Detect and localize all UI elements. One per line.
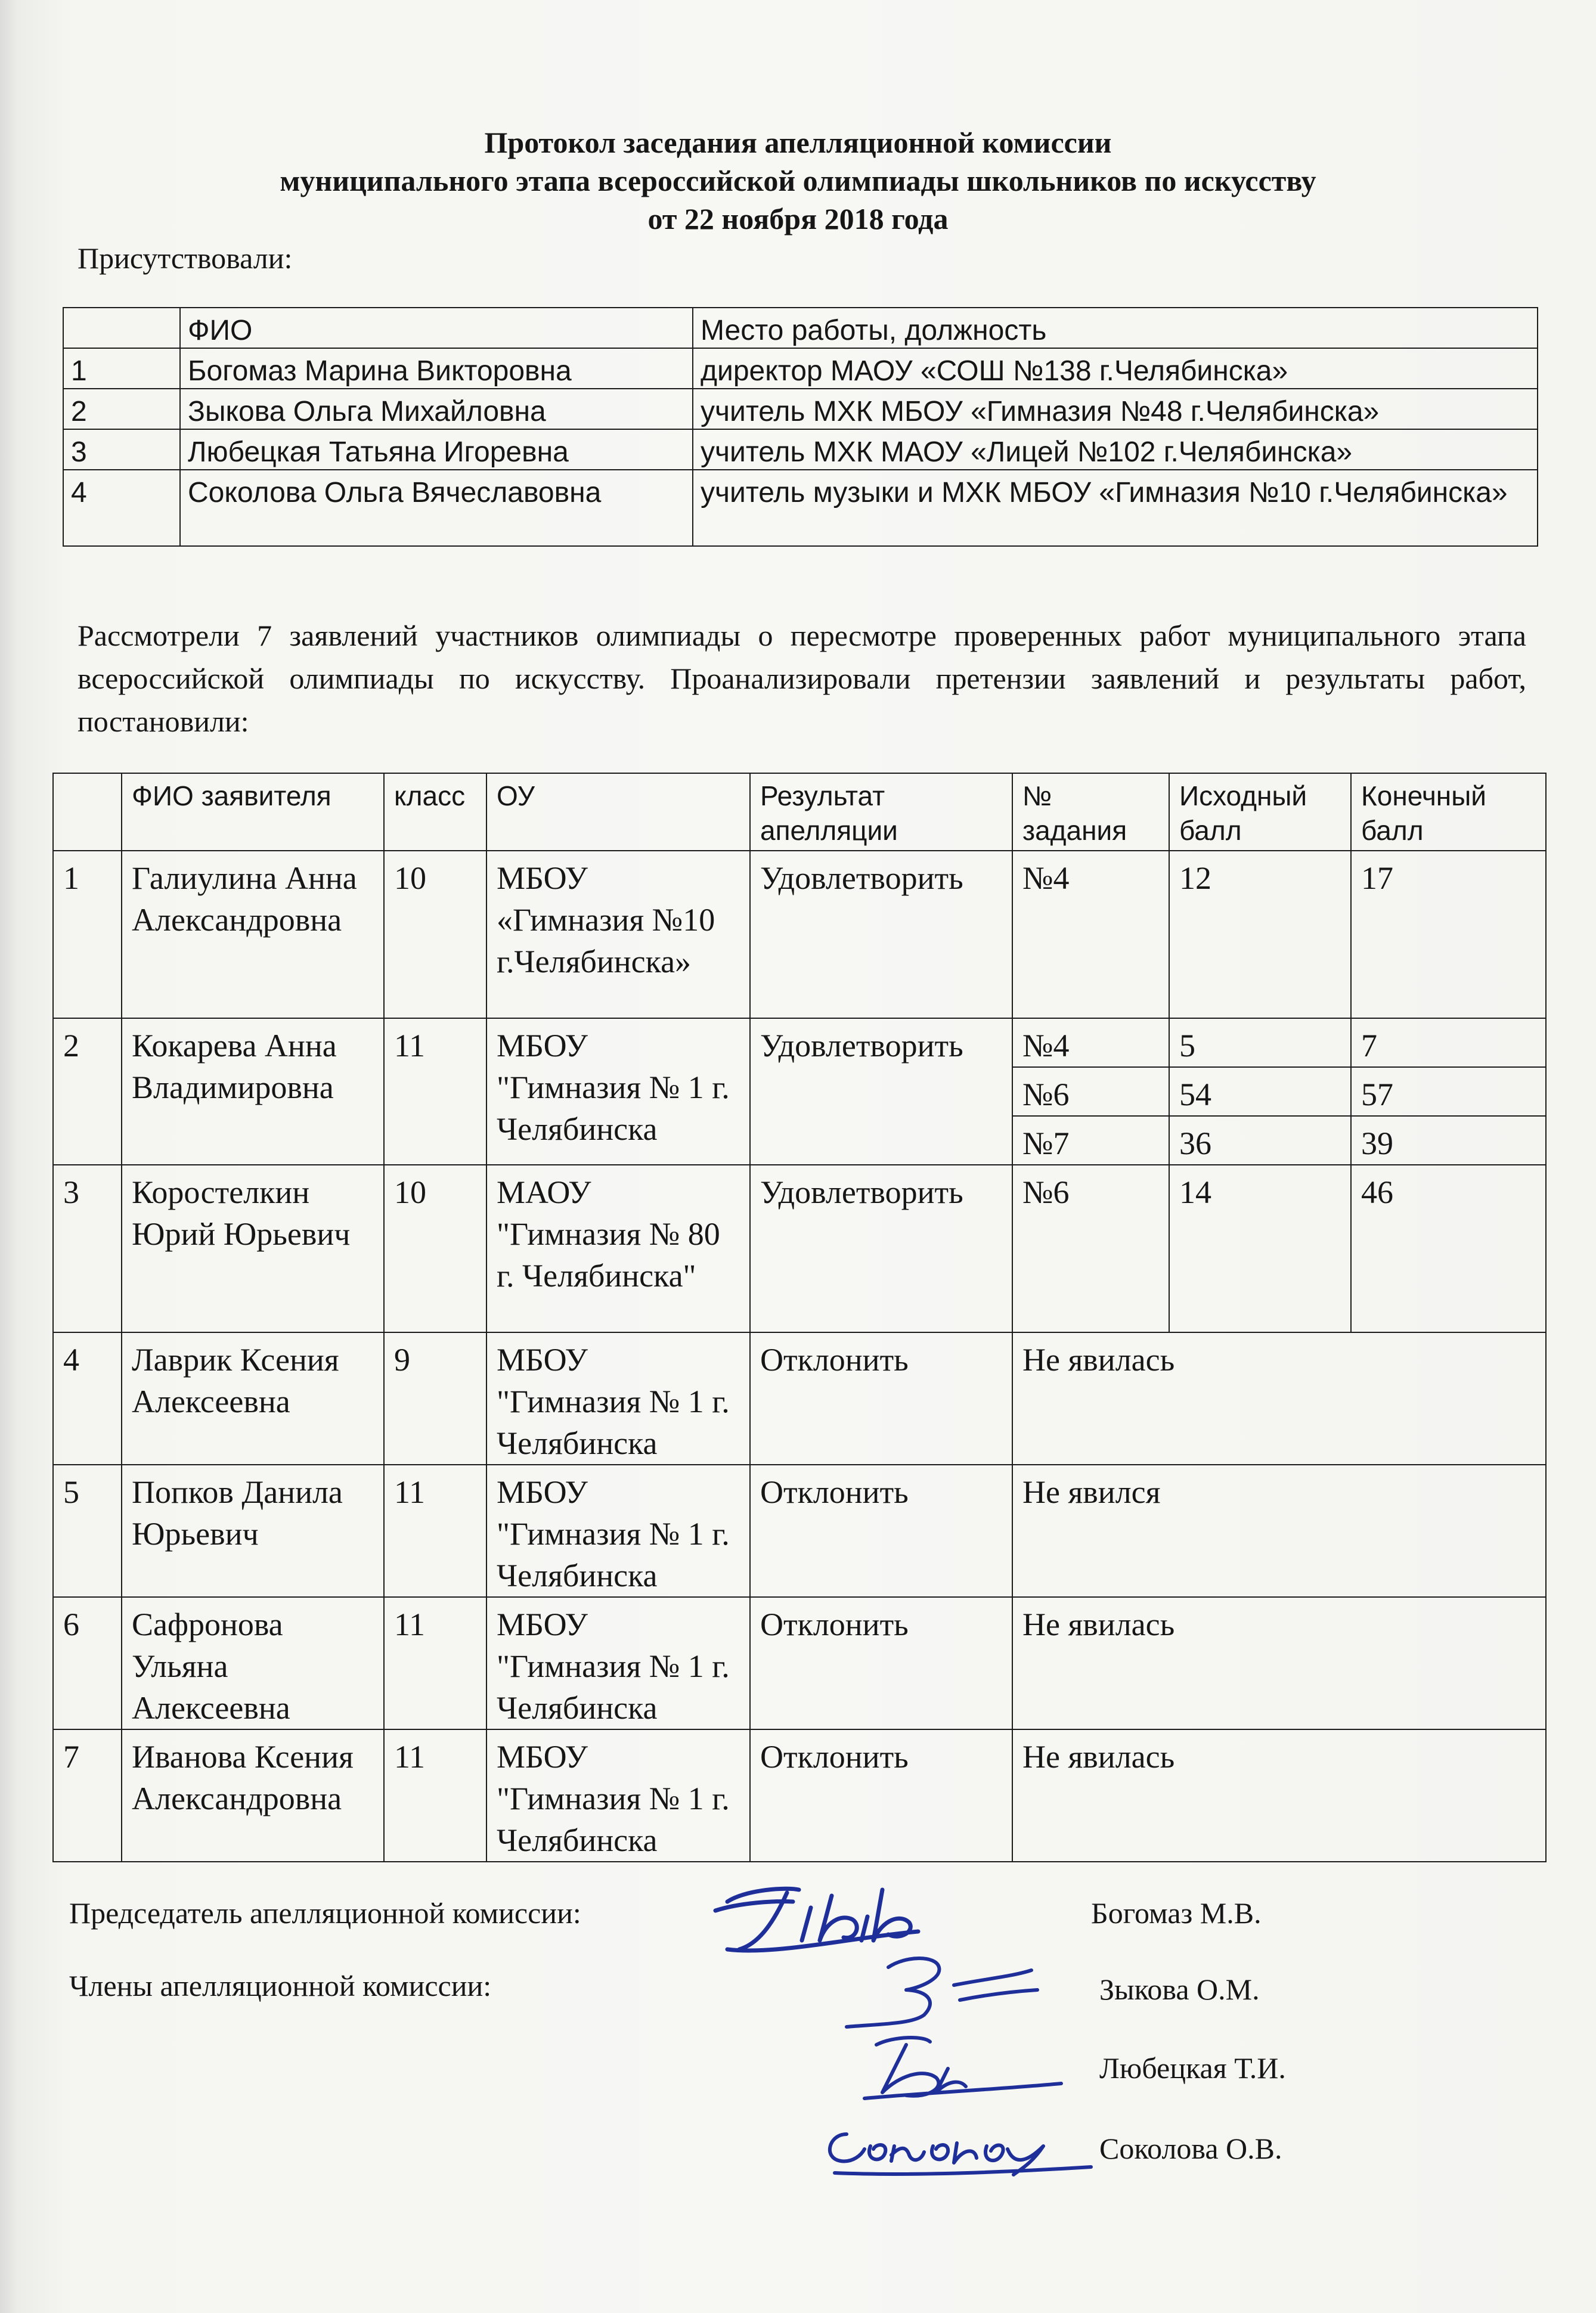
member-number: 2 — [63, 389, 180, 429]
members-table-row — [63, 429, 1538, 470]
member-name: Богомаз Марина Викторовна — [180, 348, 693, 389]
appeal-school: МАОУ "Гимназия № 80 г. Челябинска" — [486, 1165, 750, 1332]
doc-title-line-1: Протокол заседания апелляционной комиссии — [484, 126, 1112, 159]
appeal-result: Удовлетворить — [750, 1165, 1012, 1332]
appeal-grade: 11 — [384, 1597, 486, 1729]
appeal-number: 4 — [53, 1332, 122, 1465]
member-3-signature — [817, 2110, 1103, 2182]
appeal-final-score: 17 — [1351, 851, 1546, 1018]
appeals-table-row — [53, 1018, 1546, 1067]
appeal-number: 3 — [53, 1165, 122, 1332]
decision-paragraph: Рассмотрели 7 заявлений участников олимпиады о пересмотре проверенных работ муниципального этапа всероссийской олимпиады по искусству. Проанализировали претензии заявлений и результаты работ, постановили: — [78, 619, 1526, 738]
appeals-header-num — [53, 773, 122, 851]
appeals-header-final: Конечный балл — [1351, 773, 1546, 851]
appeal-number: 1 — [53, 851, 122, 1018]
appeal-result: Отклонить — [750, 1332, 1012, 1465]
member-work: учитель МХК МБОУ «Гимназия №48 г.Челябинска» — [693, 389, 1538, 429]
appeals-table-row — [53, 1597, 1546, 1729]
member-3-name: Соколова О.В. — [1099, 2132, 1282, 2165]
appeal-note: Не явилась — [1012, 1597, 1546, 1729]
member-1-name: Зыкова О.М. — [1099, 1973, 1260, 2006]
members-header-num — [63, 308, 180, 348]
member-1-signature — [835, 1943, 1085, 2033]
appeal-grade: 10 — [384, 1165, 486, 1332]
appeal-name: Иванова Ксения Александровна — [122, 1729, 384, 1862]
appeal-number: 7 — [53, 1729, 122, 1862]
appeal-note: Не явилась — [1012, 1332, 1546, 1465]
appeal-note: Не явился — [1012, 1465, 1546, 1597]
appeals-table-row — [53, 851, 1546, 1018]
appeal-grade: 10 — [384, 851, 486, 1018]
appeal-final-score: 39 — [1351, 1116, 1546, 1165]
members-label: Члены апелляционной комиссии: — [69, 1969, 492, 2002]
doc-title-line-3: от 22 ноября 2018 года — [647, 202, 949, 235]
appeal-grade: 11 — [384, 1729, 486, 1862]
member-work: учитель музыки и МХК МБОУ «Гимназия №10 г.Челябинска» — [693, 470, 1538, 546]
appeal-name: Галиулина Анна Александровна — [122, 851, 384, 1018]
members-table-header — [63, 308, 1538, 348]
appeal-grade: 11 — [384, 1465, 486, 1597]
appeal-number: 5 — [53, 1465, 122, 1597]
appeals-header-school: ОУ — [486, 773, 750, 851]
appeal-number: 2 — [53, 1018, 122, 1165]
appeals-header-result: Результат апелляции — [750, 773, 1012, 851]
member-name: Любецкая Татьяна Игоревна — [180, 429, 693, 470]
appeal-initial-score: 14 — [1169, 1165, 1351, 1332]
member-work: учитель МХК МАОУ «Лицей №102 г.Челябинска» — [693, 429, 1538, 470]
members-header-name: ФИО — [180, 308, 693, 348]
chair-name: Богомаз М.В. — [1091, 1896, 1262, 1930]
appeal-initial-score: 5 — [1169, 1018, 1351, 1067]
members-table — [63, 307, 1538, 547]
appeal-result: Отклонить — [750, 1465, 1012, 1597]
appeal-grade: 11 — [384, 1018, 486, 1165]
member-number: 4 — [63, 470, 180, 546]
appeals-header-grade: класс — [384, 773, 486, 851]
appeal-name: Лаврик Ксения Алексеевна — [122, 1332, 384, 1465]
appeal-school: МБОУ "Гимназия № 1 г. Челябинска — [486, 1729, 750, 1862]
appeals-table-row — [53, 1465, 1546, 1597]
member-2-signature — [841, 2027, 1079, 2110]
appeal-name: Сафронова Ульяна Алексеевна — [122, 1597, 384, 1729]
appeal-initial-score: 36 — [1169, 1116, 1351, 1165]
appeal-task: №4 — [1012, 1018, 1169, 1067]
member-2-name: Любецкая Т.И. — [1099, 2051, 1286, 2085]
appeal-final-score: 46 — [1351, 1165, 1546, 1332]
members-table-row — [63, 348, 1538, 389]
appeal-task: №6 — [1012, 1165, 1169, 1332]
chair-label: Председатель апелляционной комиссии: — [69, 1896, 581, 1930]
appeals-table-row — [53, 1729, 1546, 1862]
appeal-school: МБОУ "Гимназия № 1 г. Челябинска — [486, 1332, 750, 1465]
appeal-initial-score: 12 — [1169, 851, 1351, 1018]
appeals-header-initial: Исходный балл — [1169, 773, 1351, 851]
present-label: Присутствовали: — [78, 241, 293, 275]
appeals-table-header — [53, 773, 1546, 851]
appeal-task: №7 — [1012, 1116, 1169, 1165]
member-name: Соколова Ольга Вячеславовна — [180, 470, 693, 546]
appeal-grade: 9 — [384, 1332, 486, 1465]
members-table-row — [63, 389, 1538, 429]
appeal-result: Удовлетворить — [750, 851, 1012, 1018]
member-number: 3 — [63, 429, 180, 470]
member-number: 1 — [63, 348, 180, 389]
member-name: Зыкова Ольга Михайловна — [180, 389, 693, 429]
appeal-name: Кокарева Анна Владимировна — [122, 1018, 384, 1165]
appeal-number: 6 — [53, 1597, 122, 1729]
members-header-work: Место работы, должность — [693, 308, 1538, 348]
appeal-result: Удовлетворить — [750, 1018, 1012, 1165]
appeal-school: МБОУ "Гимназия № 1 г. Челябинска — [486, 1018, 750, 1165]
appeal-result: Отклонить — [750, 1597, 1012, 1729]
appeal-result: Отклонить — [750, 1729, 1012, 1862]
appeal-note: Не явилась — [1012, 1729, 1546, 1862]
appeal-initial-score: 54 — [1169, 1067, 1351, 1116]
appeal-name: Коростелкин Юрий Юрьевич — [122, 1165, 384, 1332]
member-work: директор МАОУ «СОШ №138 г.Челябинска» — [693, 348, 1538, 389]
appeal-school: МБОУ "Гимназия № 1 г. Челябинска — [486, 1465, 750, 1597]
appeals-table-row — [53, 1165, 1546, 1332]
members-table-row — [63, 470, 1538, 546]
appeal-final-score: 7 — [1351, 1018, 1546, 1067]
appeals-table-row — [53, 1332, 1546, 1465]
appeal-final-score: 57 — [1351, 1067, 1546, 1116]
appeal-task: №6 — [1012, 1067, 1169, 1116]
appeal-school: МБОУ «Гимназия №10 г.Челябинска» — [486, 851, 750, 1018]
appeals-header-task: № задания — [1012, 773, 1169, 851]
appeal-name: Попков Данила Юрьевич — [122, 1465, 384, 1597]
doc-title-line-2: муниципального этапа всероссийской олимпиады школьников по искусству — [280, 164, 1316, 197]
appeals-table — [52, 773, 1547, 1862]
appeal-school: МБОУ "Гимназия № 1 г. Челябинска — [486, 1597, 750, 1729]
appeals-header-name: ФИО заявителя — [122, 773, 384, 851]
appeal-task: №4 — [1012, 851, 1169, 1018]
